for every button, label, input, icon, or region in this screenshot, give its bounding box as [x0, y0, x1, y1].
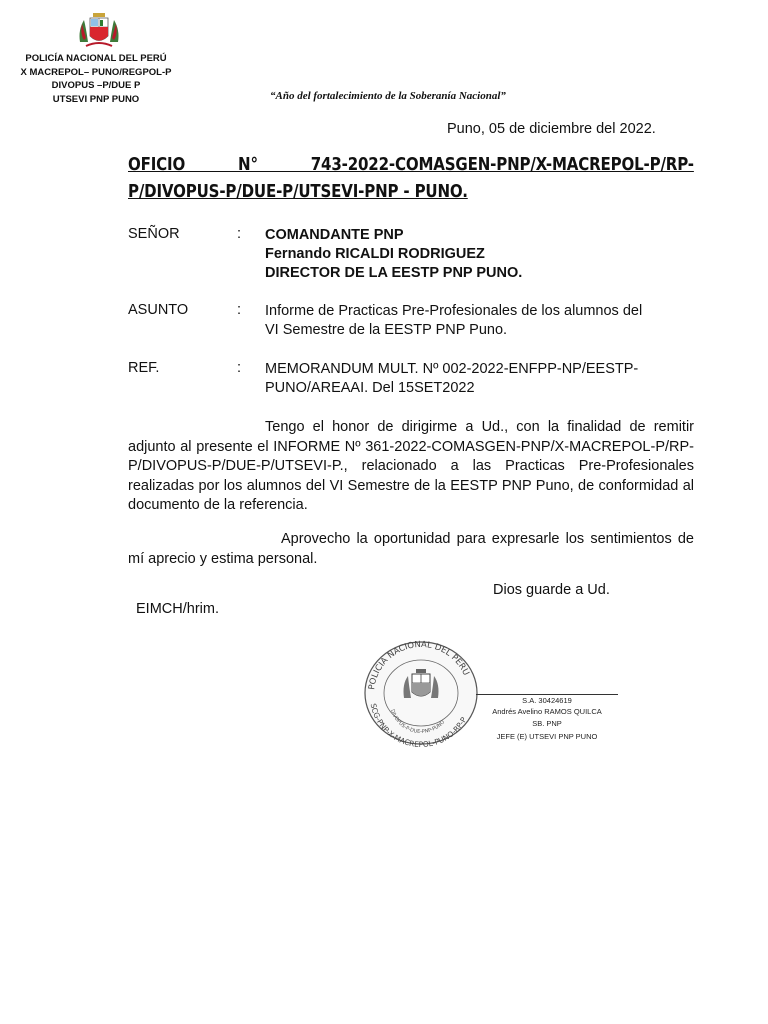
official-seal-stamp [360, 636, 482, 748]
asunto-line-1: Informe de Practicas Pre-Profesionales de los alumnos del [265, 303, 643, 319]
body-paragraph-1: Tengo el honor de dirigirme a Ud., con la finalidad de remitir adjunto al presente el INFORME Nº 361-2022-COMASGEN-PNP/X-MACREPOL-P/RP-P/DIVOPUS-P/DUE-P/UTSEVI-P., relacionado a las Practicas Pre-Profesionales realizadas por los alumnos del VI Semestre de la EESTP PNP Puno, de conformidad al documento de la referencia. [128, 419, 694, 513]
ref-colon: : [237, 360, 242, 376]
unit-line-1: X MACREPOL– PUNO/REGPOL-P [20, 67, 172, 78]
oficio-number: OFICIO N° 743-2022-COMASGEN-PNP/X-MACREPOL-P/RP-P/DIVOPUS-P/DUE-P/UTSEVI-PNP - PUNO. [128, 155, 694, 202]
signatory-rank: SB. PNP [532, 719, 562, 728]
ref-line-1: MEMORANDUM MULT. Nº 002-2022-ENFPP-NP/EESTP- [265, 361, 639, 377]
signatory-title: JEFE (E) UTSEVI PNP PUNO [496, 732, 598, 741]
year-slogan: “Año del fortalecimiento de la Soberanía Nacional” [270, 90, 506, 102]
senor-label: SEÑOR [128, 226, 180, 242]
signatory-name: Andrés Avelino RAMOS QUILCA [492, 707, 602, 716]
stamp-text-inner: DIVOPUS-P-DUE-PNP-PUNO [389, 708, 447, 736]
stamp-text-top: POLICIA NACIONAL DEL PERU [367, 639, 471, 691]
ref-line-2: PUNO/AREAAI. Del 15SET2022 [265, 380, 475, 396]
senor-line-1: COMANDANTE PNP [265, 227, 404, 243]
reference-initials: EIMCH/hrim. [136, 601, 219, 617]
institution-name: POLICÍA NACIONAL DEL PERÚ [25, 53, 167, 64]
closing-line: Dios guarde a Ud. [493, 582, 610, 598]
dateline: Puno, 05 de diciembre del 2022. [447, 121, 656, 137]
peru-coat-of-arms-icon [76, 12, 122, 50]
asunto-colon: : [237, 302, 242, 318]
ref-label: REF. [128, 360, 160, 376]
stamp-text-bottom: SCG-PNP-X-MACREPOL-PUNO-RP-P [368, 702, 469, 748]
body-paragraph-2: Aprovecho la oportunidad para expresarle los sentimientos de mí aprecio y estima personal. [128, 531, 694, 567]
unit-line-2: DIVOPUS –P/DUE P [51, 80, 141, 91]
senor-colon: : [237, 226, 242, 242]
senor-line-3: DIRECTOR DE LA EESTP PNP PUNO. [265, 265, 523, 281]
asunto-label: ASUNTO [128, 302, 189, 318]
unit-line-3: UTSEVI PNP PUNO [52, 94, 140, 105]
signature-code: S.A. 30424619 [522, 696, 572, 705]
asunto-line-2: VI Semestre de la EESTP PNP Puno. [265, 322, 508, 338]
senor-line-2: Fernando RICALDI RODRIGUEZ [265, 246, 485, 262]
